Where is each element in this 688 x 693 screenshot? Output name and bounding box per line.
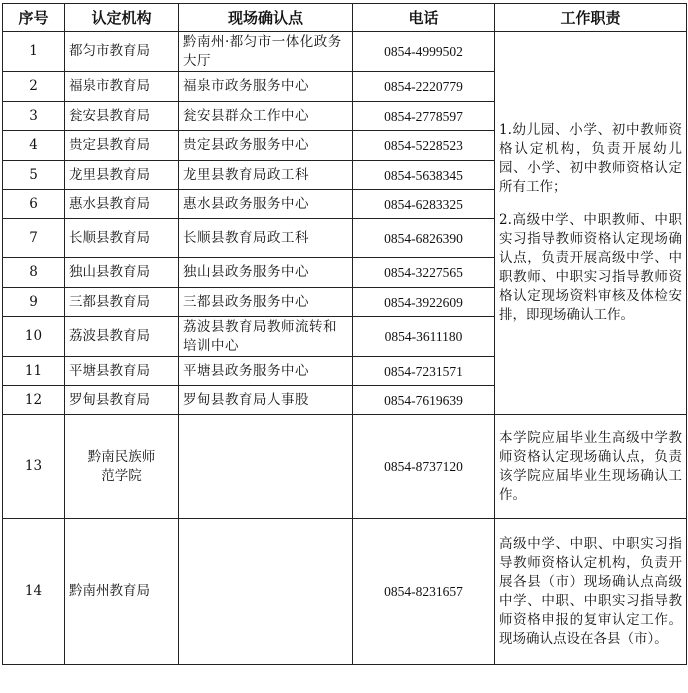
row-site (179, 519, 353, 665)
row-site: 瓮安县群众工作中心 (179, 102, 353, 131)
county-duty-item-1: 1.幼儿园、小学、初中教师资格认定机构，负责开展幼儿园、小学、初中教师资格认定所有工作； (499, 122, 682, 195)
row-duty: 高级中学、中职、中职实习指导教师资格认定机构，负责开展各县（市）现场确认点高级中学、中职、中职实习指导教师资格申报的复审认定工作。现场确认点设在各县（市）。 (495, 519, 687, 665)
teacher-certification-table (2, 3, 687, 665)
row-organization: 贵定县教育局 (65, 131, 179, 161)
table-header-row (3, 4, 687, 32)
row-site: 黔南州·都匀市一体化政务大厅 (179, 32, 353, 72)
row-number: 6 (3, 190, 65, 219)
row-phone: 0854-4999502 (353, 32, 495, 72)
col-header-phone: 电话 (353, 4, 495, 32)
row-number: 12 (3, 386, 65, 415)
row-site: 荔波县教育局教师流转和培训中心 (179, 317, 353, 357)
county-duty-item-2: 2.高级中学、中职教师、中职实习指导教师资格认定现场确认点，负责开展高级中学、中职教师、中职实习指导教师资格认定现场资料审核及体检安排，即现场确认工作。 (499, 212, 682, 323)
row-site: 惠水县政务服务中心 (179, 190, 353, 219)
row-phone: 0854-5228523 (353, 131, 495, 161)
row-organization: 三都县教育局 (65, 288, 179, 317)
row-site: 贵定县政务服务中心 (179, 131, 353, 161)
row-phone: 0854-7231571 (353, 357, 495, 386)
row-number: 4 (3, 131, 65, 161)
row-phone: 0854-8737120 (353, 415, 495, 519)
row-organization: 黔南州教育局 (65, 519, 179, 665)
row-organization: 黔南民族师范学院 (65, 415, 179, 519)
row-site (179, 415, 353, 519)
col-header-confirmation-site: 现场确认点 (179, 4, 353, 32)
row-phone: 0854-3611180 (353, 317, 495, 357)
row-phone: 0854-8231657 (353, 519, 495, 665)
row-number: 8 (3, 258, 65, 288)
row-site: 三都县政务服务中心 (179, 288, 353, 317)
county-duty-cell (495, 32, 687, 415)
row-phone: 0854-6283325 (353, 190, 495, 219)
row-organization: 惠水县教育局 (65, 190, 179, 219)
row-site: 平塘县政务服务中心 (179, 357, 353, 386)
row-site: 长顺县教育局政工科 (179, 219, 353, 258)
row-organization: 瓮安县教育局 (65, 102, 179, 131)
row-number: 7 (3, 219, 65, 258)
row-number: 13 (3, 415, 65, 519)
table-row (3, 519, 687, 665)
row-organization: 福泉市教育局 (65, 72, 179, 102)
row-site: 福泉市政务服务中心 (179, 72, 353, 102)
row-phone: 0854-3227565 (353, 258, 495, 288)
row-duty: 本学院应届毕业生高级中学教师资格认定现场确认点，负责该学院应届毕业生现场确认工作。 (495, 415, 687, 519)
row-number: 2 (3, 72, 65, 102)
row-phone: 0854-3922609 (353, 288, 495, 317)
table-row (3, 415, 687, 519)
row-number: 3 (3, 102, 65, 131)
row-number: 1 (3, 32, 65, 72)
row-organization: 独山县教育局 (65, 258, 179, 288)
row-number: 10 (3, 317, 65, 357)
row-number: 11 (3, 357, 65, 386)
row-organization: 荔波县教育局 (65, 317, 179, 357)
row-phone: 0854-5638345 (353, 161, 495, 190)
row-phone: 0854-6826390 (353, 219, 495, 258)
row-number: 14 (3, 519, 65, 665)
row-organization: 都匀市教育局 (65, 32, 179, 72)
row-phone: 0854-7619639 (353, 386, 495, 415)
row-site: 罗甸县教育局人事股 (179, 386, 353, 415)
row-organization: 龙里县教育局 (65, 161, 179, 190)
row-organization: 平塘县教育局 (65, 357, 179, 386)
col-header-duties: 工作职责 (495, 4, 687, 32)
row-number: 5 (3, 161, 65, 190)
row-site: 龙里县教育局政工科 (179, 161, 353, 190)
table-row (3, 32, 687, 72)
row-phone: 0854-2220779 (353, 72, 495, 102)
row-site: 独山县政务服务中心 (179, 258, 353, 288)
row-organization: 罗甸县教育局 (65, 386, 179, 415)
col-header-number: 序号 (3, 4, 65, 32)
row-organization: 长顺县教育局 (65, 219, 179, 258)
row-phone: 0854-2778597 (353, 102, 495, 131)
row-number: 9 (3, 288, 65, 317)
col-header-organization: 认定机构 (65, 4, 179, 32)
